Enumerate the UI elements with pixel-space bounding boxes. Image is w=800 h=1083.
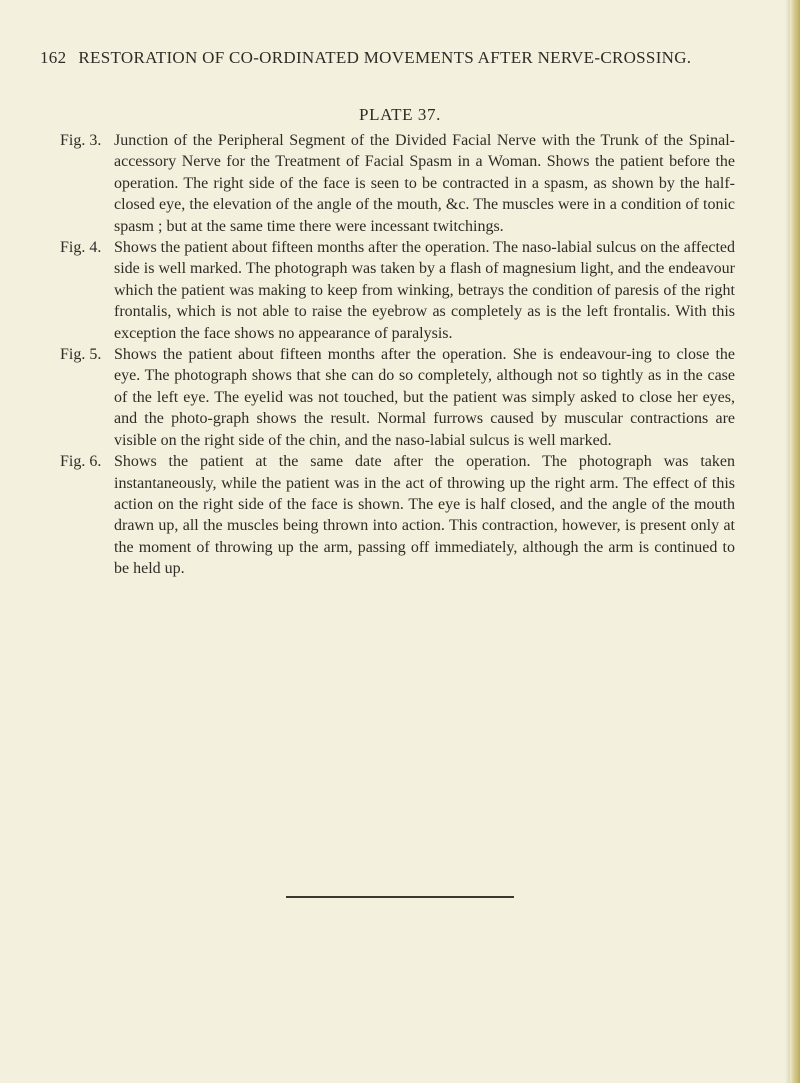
figure-label: Fig. 5.	[60, 346, 102, 364]
section-rule	[286, 896, 514, 898]
figure-entry-5	[60, 344, 735, 451]
page-number: 162	[40, 48, 67, 67]
figure-description: Junction of the Peripheral Segment of the Divided Facial Nerve with the Trunk of the Spinal-accessory Nerve for the Treatment of Facial Spasm in a Woman. Shows the patient before the operation. The right side of the face is seen to be contracted in a spasm, as shown by the half-closed eye, the elevation of the angle of the mouth, &c. The muscles were in a condition of tonic spasm ; but at the same time there were incessant twitchings.	[114, 132, 735, 235]
running-head-title: RESTORATION OF CO-ORDINATED MOVEMENTS AFTER NERVE-CROSSING.	[78, 48, 692, 67]
figure-label: Fig. 4.	[60, 239, 102, 257]
figure-descriptions	[60, 130, 735, 580]
figure-description: Shows the patient about fifteen months after the operation. The naso-labial sulcus on the affected side is well marked. The photograph was taken by a flash of magnesium light, and the endeavour which the patient was making to keep from winking, betrays the condition of paresis of the right frontalis, which is not able to raise the eyebrow as completely as is the left frontalis. With this exception the face shows no appearance of paralysis.	[114, 239, 735, 342]
page-edge	[790, 0, 800, 1083]
running-head	[40, 48, 740, 72]
plate-title: PLATE 37.	[359, 105, 441, 124]
figure-label: Fig. 6.	[60, 453, 102, 471]
figure-description: Shows the patient at the same date after the operation. The photograph was taken instantaneously, while the patient was in the act of throwing up the right arm. The effect of this action on the right side of the face is shown. The eye is half closed, and the angle of the mouth drawn up, all the muscles being thrown into action. This contraction, however, is present only at the moment of throwing up the arm, passing off immediately, although the arm is continued to be held up.	[114, 453, 735, 578]
figure-description: Shows the patient about fifteen months after the operation. She is endeavour-ing to close the eye. The photograph shows that she can do so completely, although not so tightly as in the case of the left eye. The eyelid was not touched, but the patient was simply asked to close her eyes, and the photo-graph shows the result. Normal furrows caused by muscular contractions are visible on the right side of the chin, and the naso-labial sulcus is well marked.	[114, 346, 735, 449]
figure-entry-6	[60, 451, 735, 579]
figure-label: Fig. 3.	[60, 132, 102, 149]
figure-entry-4	[60, 237, 735, 344]
figure-entry-3	[60, 130, 735, 237]
